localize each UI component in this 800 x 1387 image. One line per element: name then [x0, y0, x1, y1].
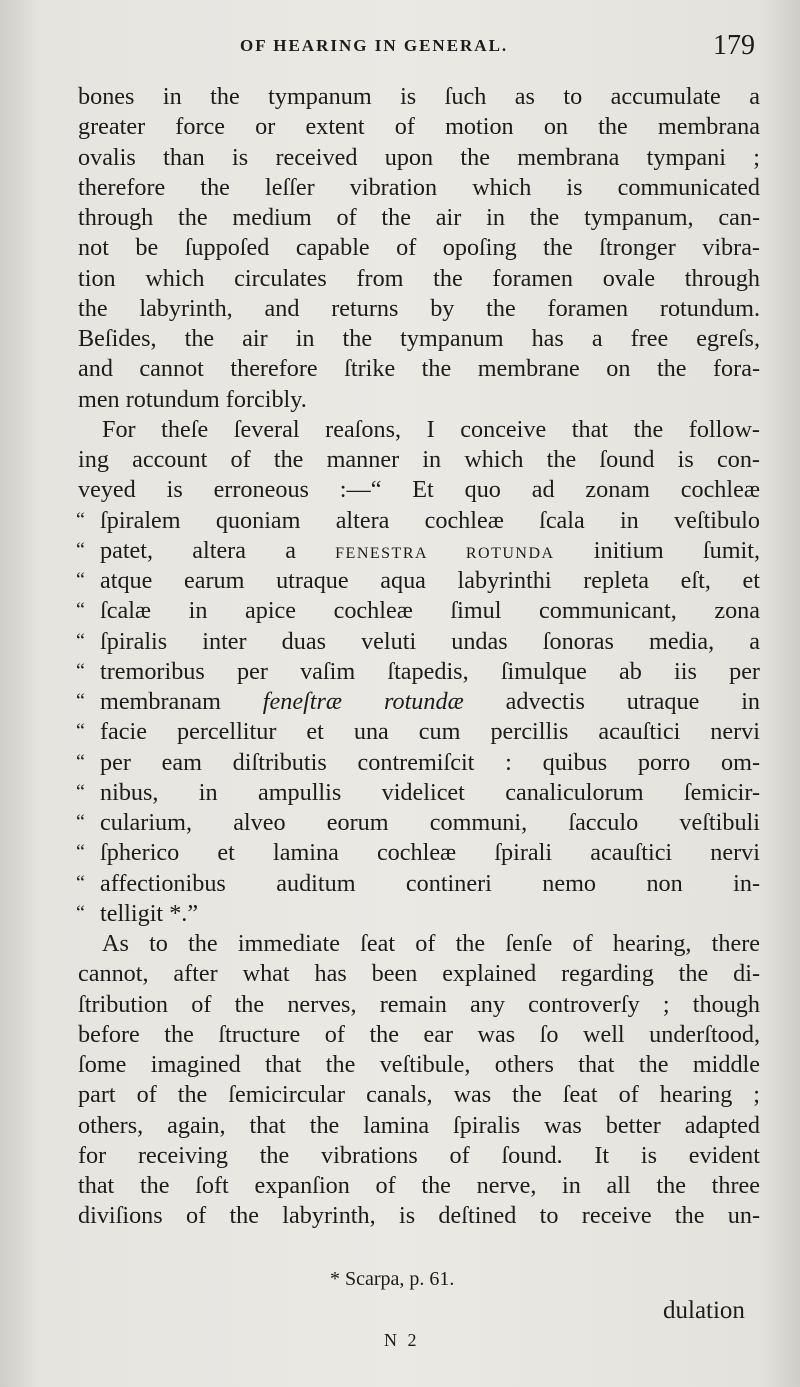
quote-mark: “: [76, 750, 85, 773]
text-line: As to the immediate ſeat of the ſenſe of hearing, there: [102, 930, 760, 957]
text-line: bones in the tympanum is ſuch as to accumulate a: [78, 83, 760, 110]
quoted-line: [78, 778, 760, 808]
quote-mark: “: [76, 629, 85, 652]
catchword: dulation: [663, 1297, 745, 1324]
quote-mark: “: [76, 599, 85, 622]
text-line: therefore the leſſer vibration which is communicated: [78, 173, 760, 201]
text-line: before the ſtructure of the ear was ſo well underſtood,: [78, 1020, 760, 1048]
text-line: greater force or extent of motion on the membrana: [78, 113, 760, 141]
italic-term: feneſtræ rotundæ: [262, 688, 464, 715]
quote-mark: “: [76, 569, 85, 591]
running-head: [0, 30, 800, 66]
text-line: ſtribution of the nerves, remain any controverſy ; though: [78, 990, 760, 1018]
quote-text: tremoribus per vaſim ſtapedis, ſimulque ab iis per: [100, 657, 760, 685]
quote-mark: “: [76, 811, 85, 833]
quoted-line: [78, 627, 760, 657]
text-line: for receiving the vibrations of ſound. It is evident: [78, 1141, 760, 1169]
quote-text: initium ſumit,: [593, 536, 760, 564]
quote-text: facie percellitur et una cum percillis acauſtici nervi: [100, 718, 760, 746]
quote-mark: “: [76, 720, 85, 743]
text-line: part of the ſemicircular canals, was the ſeat of hearing ;: [78, 1081, 760, 1109]
quoted-line: [78, 899, 760, 929]
quoted-line: [78, 717, 760, 747]
quote-text: nibus, in ampullis videlicet canaliculorum ſemicir-: [100, 778, 760, 806]
footnote: * Scarpa, p. 61.: [330, 1268, 455, 1290]
text-line: ing account of the manner in which the ſound is con-: [78, 446, 760, 473]
quoted-line: [78, 869, 760, 899]
text-line: ſome imagined that the veſtibule, others that the middle: [78, 1051, 760, 1078]
text-line: the labyrinth, and returns by the foramen rotundum.: [78, 294, 760, 322]
text-line: that the ſoft expanſion of the nerve, in all the three: [78, 1172, 760, 1199]
running-title: OF HEARING IN GENERAL.: [240, 36, 509, 55]
quote-text: affectionibus auditum contineri nemo non in-: [100, 869, 760, 897]
text-line: Beſides, the air in the tympanum has a free egreſs,: [78, 325, 760, 352]
text-line: men rotundum forcibly.: [78, 385, 307, 413]
text-line: veyed is erroneous :—“ Et quo ad zonam cochleæ: [78, 476, 760, 504]
quote-mark: “: [76, 538, 85, 561]
quote-mark: “: [76, 871, 85, 894]
text-line: and cannot therefore ſtrike the membrane on the fora-: [78, 355, 760, 383]
quote-text: cularium, alveo eorum communi, ſacculo veſtibuli: [100, 809, 760, 836]
quote-text: ſpherico et lamina cochleæ ſpirali acauſtici nervi: [100, 839, 760, 867]
quote-mark: “: [76, 659, 85, 682]
text-line: cannot, after what has been explained regarding the di-: [78, 960, 760, 988]
quote-text: advectis utraque in: [505, 688, 761, 715]
quoted-line: [78, 536, 760, 566]
quoted-line: [78, 506, 760, 536]
quote-mark: “: [76, 690, 85, 712]
signature-mark: N 2: [384, 1330, 420, 1350]
quote-text: membranam: [100, 688, 221, 715]
quote-text: ſpiralis inter duas veluti undas ſonoras media, a: [100, 627, 760, 655]
text-line: For theſe ſeveral reaſons, I conceive that the follow-: [102, 415, 760, 443]
quoted-line: [78, 748, 760, 778]
small-caps-term: FENESTRA ROTUNDA: [335, 544, 555, 562]
quoted-line: [78, 596, 760, 626]
quote-text: ſcalæ in apice cochleæ ſimul communicant, zona: [100, 597, 760, 625]
text-line: tion which circulates from the foramen ovale through: [78, 264, 760, 292]
quoted-line: [78, 808, 760, 838]
text-line: not be ſuppoſed capable of opoſing the ſtronger vibra-: [78, 234, 760, 262]
text-line: ovalis than is received upon the membrana tympani ;: [78, 143, 760, 171]
page-number: 179: [713, 30, 755, 61]
quote-text: ſpiralem quoniam altera cochleæ ſcala in veſtibulo: [100, 506, 760, 534]
quote-mark: “: [76, 780, 85, 803]
quote-text: telligit *.”: [100, 899, 199, 927]
quoted-line: [78, 838, 760, 868]
quoted-line: [78, 687, 760, 717]
quote-text: patet, altera a: [100, 536, 296, 564]
body-text: [78, 82, 760, 1232]
text-line: others, again, that the lamina ſpiralis was better adapted: [78, 1111, 760, 1139]
quoted-line: [78, 657, 760, 687]
text-line: through the medium of the air in the tympanum, can-: [78, 204, 760, 231]
quote-text: per eam diſtributis contremiſcit : quibus porro om-: [100, 748, 760, 776]
quote-mark: “: [76, 508, 85, 531]
quote-text: atque earum utraque aqua labyrinthi repleta eſt, et: [100, 567, 760, 594]
quote-mark: “: [76, 901, 85, 924]
text-line: diviſions of the labyrinth, is deſtined to receive the un-: [78, 1202, 760, 1230]
quote-mark: “: [76, 841, 85, 864]
quoted-line: [78, 566, 760, 596]
